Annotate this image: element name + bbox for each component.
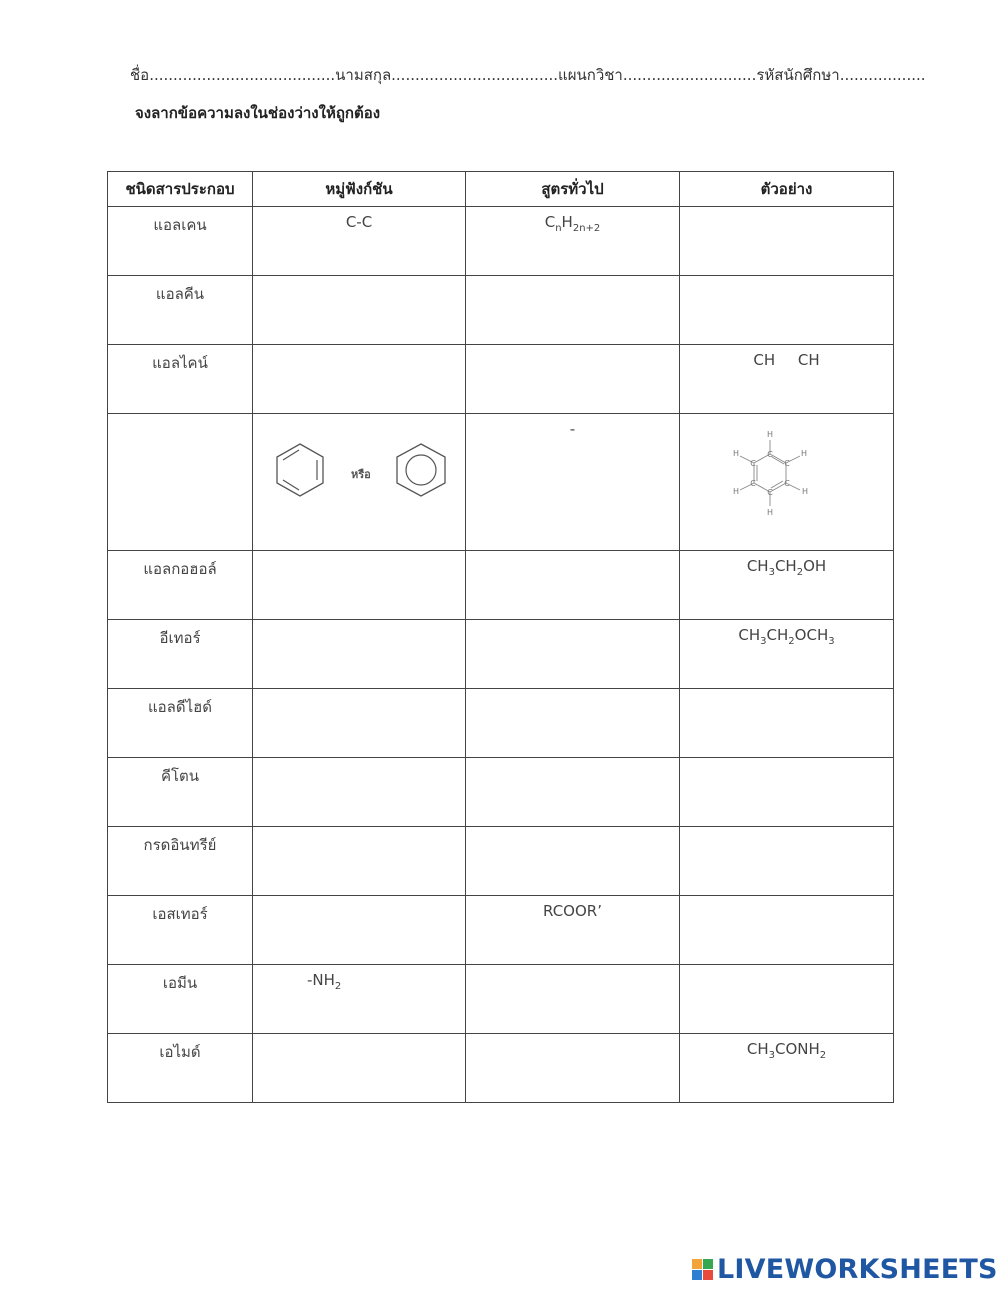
aromatic-ring-icon xyxy=(397,444,445,496)
instruction-text: จงลากข้อความลงในช่องว่างให้ถูกต้อง xyxy=(135,104,381,122)
compound-type-cell: แอลเคน xyxy=(108,207,253,276)
example-cell xyxy=(680,1034,894,1103)
functional-group-drop-zone[interactable] xyxy=(253,620,466,689)
svg-text:H: H xyxy=(766,430,774,439)
table-row xyxy=(108,345,894,414)
general-formula-cell: - xyxy=(466,414,680,551)
svg-text:H: H xyxy=(732,487,740,496)
table-row xyxy=(108,1034,894,1103)
general-formula-drop-zone[interactable] xyxy=(466,689,680,758)
table-row xyxy=(108,551,894,620)
compound-type-cell: แอลคีน xyxy=(108,276,253,345)
functional-group-drop-zone[interactable] xyxy=(253,345,466,414)
functional-group-drop-zone[interactable] xyxy=(253,827,466,896)
functional-group-table xyxy=(107,171,894,1103)
header-compound-type: ชนิดสารประกอบ xyxy=(108,172,253,207)
amide-formula: $CH_3CONH_2$ xyxy=(746,1040,827,1061)
alcohol-formula: $CH_3CH_2OH$ xyxy=(746,557,827,578)
svg-text:H: H xyxy=(801,487,809,496)
example-drop-zone[interactable] xyxy=(680,689,894,758)
example-drop-zone[interactable] xyxy=(680,896,894,965)
compound-type-cell: แอลไคน์ xyxy=(108,345,253,414)
example-drop-zone[interactable] xyxy=(680,758,894,827)
compound-type-drop-zone[interactable] xyxy=(108,414,253,551)
general-formula-drop-zone[interactable] xyxy=(466,758,680,827)
kekule-benzene-icon xyxy=(277,444,323,496)
benzene-structural-formula xyxy=(730,426,820,526)
table-row xyxy=(108,689,894,758)
table-header-row xyxy=(108,172,894,207)
table-row xyxy=(108,827,894,896)
general-formula-drop-zone[interactable] xyxy=(466,1034,680,1103)
general-formula-drop-zone[interactable] xyxy=(466,276,680,345)
general-formula-cell xyxy=(466,207,680,276)
svg-text:C: C xyxy=(767,488,773,497)
logo-block xyxy=(703,1270,713,1280)
svg-text:H: H xyxy=(732,449,740,458)
ether-formula: $CH_3CH_2OCH_3$ xyxy=(738,626,835,647)
example-drop-zone[interactable] xyxy=(680,965,894,1034)
logo-blocks-icon xyxy=(692,1259,713,1280)
logo-block xyxy=(692,1259,702,1269)
logo-block xyxy=(703,1259,713,1269)
general-formula-drop-zone[interactable] xyxy=(466,551,680,620)
compound-type-cell: แอลดีไฮด์ xyxy=(108,689,253,758)
functional-group-drop-zone[interactable] xyxy=(253,551,466,620)
table-row xyxy=(108,620,894,689)
table-row xyxy=(108,965,894,1034)
example-cell: CH CH xyxy=(680,345,894,414)
compound-type-cell: อีเทอร์ xyxy=(108,620,253,689)
functional-group-drop-zone[interactable] xyxy=(253,758,466,827)
compound-type-cell: เอไมด์ xyxy=(108,1034,253,1103)
general-formula-drop-zone[interactable] xyxy=(466,965,680,1034)
svg-text:C: C xyxy=(750,459,756,468)
table-row xyxy=(108,414,894,551)
functional-group-cell xyxy=(253,965,466,1034)
header-general-formula: สูตรทั่วไป xyxy=(466,172,680,207)
functional-group-cell: C-C xyxy=(253,207,466,276)
svg-text:C: C xyxy=(784,459,790,468)
header-example: ตัวอย่าง xyxy=(680,172,894,207)
example-drop-zone[interactable] xyxy=(680,827,894,896)
logo-text: LIVEWORKSHEETS xyxy=(717,1254,998,1285)
svg-text:H: H xyxy=(800,449,808,458)
amine-group: $-NH_2$ xyxy=(307,971,342,992)
table-row xyxy=(108,758,894,827)
svg-text:C: C xyxy=(784,479,790,488)
functional-group-drop-zone[interactable] xyxy=(253,276,466,345)
or-label: หรือ xyxy=(351,468,371,481)
student-info-line: ชื่อ.......................................นามสกุล...................................แผนกวิชา............................รหัสนักศึกษา.................. xyxy=(130,66,926,84)
functional-group-drop-zone[interactable] xyxy=(253,896,466,965)
example-cell xyxy=(680,414,894,551)
svg-text:C: C xyxy=(750,479,756,488)
svg-text:C: C xyxy=(767,450,773,459)
compound-type-cell: เอสเทอร์ xyxy=(108,896,253,965)
compound-type-cell: เอมีน xyxy=(108,965,253,1034)
header-functional-group: หมู่ฟังก์ชัน xyxy=(253,172,466,207)
example-cell xyxy=(680,551,894,620)
general-formula-drop-zone[interactable] xyxy=(466,345,680,414)
logo-block xyxy=(692,1270,702,1280)
example-drop-zone[interactable] xyxy=(680,276,894,345)
table-row xyxy=(108,207,894,276)
functional-group-drop-zone[interactable] xyxy=(253,1034,466,1103)
benzene-structures xyxy=(275,440,447,506)
compound-type-cell: กรดอินทรีย์ xyxy=(108,827,253,896)
functional-group-cell xyxy=(253,414,466,551)
example-drop-zone[interactable] xyxy=(680,207,894,276)
table-row xyxy=(108,276,894,345)
liveworksheets-logo[interactable] xyxy=(692,1254,998,1285)
svg-text:H: H xyxy=(766,508,774,517)
compound-type-cell: คีโตน xyxy=(108,758,253,827)
general-formula-drop-zone[interactable] xyxy=(466,827,680,896)
table-row xyxy=(108,896,894,965)
general-formula-drop-zone[interactable] xyxy=(466,620,680,689)
example-cell xyxy=(680,620,894,689)
functional-group-drop-zone[interactable] xyxy=(253,689,466,758)
compound-type-cell: แอลกอฮอล์ xyxy=(108,551,253,620)
general-formula-cell: RCOOR’ xyxy=(466,896,680,965)
alkane-formula: $C_nH_{2n+2}$ xyxy=(544,213,601,234)
